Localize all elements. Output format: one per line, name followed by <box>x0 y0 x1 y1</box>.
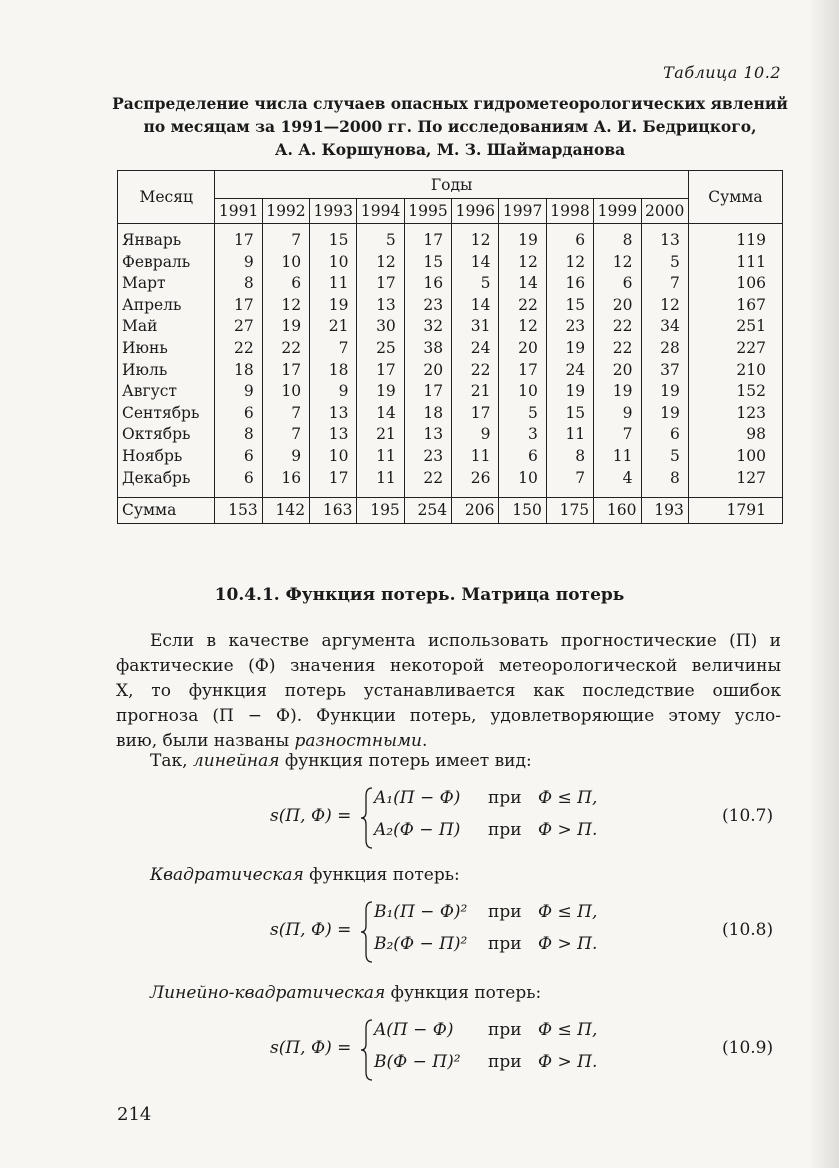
table-row <box>118 252 783 274</box>
value-cell: 9 <box>215 252 262 274</box>
formula-10-9 <box>270 1018 790 1082</box>
value-cell: 12 <box>499 316 546 338</box>
row-sum-cell: 227 <box>688 338 782 360</box>
total-label-cell: Сумма <box>118 498 215 524</box>
value-cell: 18 <box>215 360 262 382</box>
table-title <box>105 92 795 161</box>
table-title-line: Распределение числа случаев опасных гидрометеорологических явлений <box>112 94 788 113</box>
condition-word: при <box>488 934 522 954</box>
formula-lhs: s(П, Ф) = <box>270 920 352 940</box>
value-cell: 19 <box>594 381 641 403</box>
formula-lhs: s(П, Ф) = <box>270 1038 352 1058</box>
value-cell: 13 <box>310 403 357 425</box>
value-cell: 12 <box>499 252 546 274</box>
value-cell: 5 <box>357 224 404 252</box>
month-cell: Ноябрь <box>118 446 215 468</box>
value-cell: 24 <box>546 360 593 382</box>
total-value-cell: 195 <box>357 498 404 524</box>
value-cell: 32 <box>404 316 451 338</box>
value-cell: 6 <box>594 273 641 295</box>
value-cell: 12 <box>452 224 499 252</box>
formula-condition: Ф > П. <box>538 1052 598 1072</box>
value-cell: 22 <box>404 468 451 490</box>
condition-word: при <box>488 902 522 922</box>
value-cell: 15 <box>546 403 593 425</box>
condition-word: при <box>488 820 522 840</box>
table-row <box>118 468 783 490</box>
value-cell: 37 <box>641 360 688 382</box>
table-row <box>118 446 783 468</box>
row-sum-cell: 251 <box>688 316 782 338</box>
year-header: 1991 <box>215 199 262 224</box>
value-cell: 22 <box>262 338 309 360</box>
paragraph-line: фактические (Ф) значения некоторой метеорологической величины <box>116 656 781 676</box>
row-sum-cell: 100 <box>688 446 782 468</box>
value-cell: 17 <box>499 360 546 382</box>
left-brace <box>360 900 374 964</box>
value-cell: 19 <box>310 295 357 317</box>
value-cell: 5 <box>499 403 546 425</box>
year-header: 1995 <box>404 199 451 224</box>
value-cell: 38 <box>404 338 451 360</box>
value-cell: 15 <box>310 224 357 252</box>
paragraph-line: Если в качестве аргумента использовать прогностические (П) и <box>150 631 781 651</box>
value-cell: 19 <box>546 381 593 403</box>
row-sum-cell: 123 <box>688 403 782 425</box>
value-cell: 5 <box>452 273 499 295</box>
row-sum-cell: 119 <box>688 224 782 252</box>
month-cell: Июль <box>118 360 215 382</box>
value-cell: 16 <box>262 468 309 490</box>
total-value-cell: 206 <box>452 498 499 524</box>
value-cell: 17 <box>357 273 404 295</box>
table-row <box>118 224 783 252</box>
row-sum-cell: 111 <box>688 252 782 274</box>
value-cell: 7 <box>594 424 641 446</box>
value-cell: 22 <box>594 316 641 338</box>
condition-word: при <box>488 1020 522 1040</box>
value-cell: 34 <box>641 316 688 338</box>
value-cell: 18 <box>404 403 451 425</box>
value-cell: 13 <box>641 224 688 252</box>
value-cell: 23 <box>546 316 593 338</box>
value-cell: 18 <box>310 360 357 382</box>
value-cell: 17 <box>404 224 451 252</box>
formula-condition: Ф ≤ П, <box>538 1020 598 1040</box>
paragraph-line: вию, были названы разностными. <box>116 731 428 751</box>
value-cell: 3 <box>499 424 546 446</box>
value-cell: 7 <box>262 403 309 425</box>
value-cell: 24 <box>452 338 499 360</box>
value-cell: 8 <box>641 468 688 490</box>
table-row <box>118 273 783 295</box>
value-cell: 11 <box>310 273 357 295</box>
formula-condition: Ф ≤ П, <box>538 788 598 808</box>
value-cell: 10 <box>499 381 546 403</box>
formula-lhs: s(П, Ф) = <box>270 806 352 826</box>
row-sum-cell: 98 <box>688 424 782 446</box>
value-cell: 10 <box>262 252 309 274</box>
formula-10-7 <box>270 786 790 850</box>
value-cell: 19 <box>641 403 688 425</box>
value-cell: 17 <box>404 381 451 403</box>
value-cell: 8 <box>215 273 262 295</box>
value-cell: 12 <box>357 252 404 274</box>
formula-10-8 <box>270 900 790 964</box>
page-edge-shadow <box>809 0 839 1168</box>
value-cell: 5 <box>641 446 688 468</box>
value-cell: 20 <box>404 360 451 382</box>
value-cell: 17 <box>357 360 404 382</box>
value-cell: 27 <box>215 316 262 338</box>
value-cell: 17 <box>262 360 309 382</box>
years-header: Годы <box>215 171 688 199</box>
total-value-cell: 160 <box>594 498 641 524</box>
month-cell: Март <box>118 273 215 295</box>
value-cell: 12 <box>594 252 641 274</box>
value-cell: 7 <box>546 468 593 490</box>
value-cell: 4 <box>594 468 641 490</box>
value-cell: 7 <box>641 273 688 295</box>
value-cell: 8 <box>594 224 641 252</box>
condition-word: при <box>488 1052 522 1072</box>
value-cell: 12 <box>262 295 309 317</box>
value-cell: 19 <box>262 316 309 338</box>
table-row <box>118 360 783 382</box>
value-cell: 19 <box>546 338 593 360</box>
value-cell: 10 <box>310 446 357 468</box>
month-cell: Октябрь <box>118 424 215 446</box>
table-row <box>118 403 783 425</box>
page-number: 214 <box>117 1104 152 1125</box>
equation-number: (10.7) <box>722 806 774 826</box>
formula-condition: Ф > П. <box>538 934 598 954</box>
row-sum-cell: 127 <box>688 468 782 490</box>
table-row <box>118 381 783 403</box>
value-cell: 22 <box>215 338 262 360</box>
value-cell: 23 <box>404 295 451 317</box>
year-header: 1994 <box>357 199 404 224</box>
value-cell: 9 <box>262 446 309 468</box>
table-spacer-row <box>118 489 783 498</box>
left-brace <box>360 786 374 850</box>
month-cell: Август <box>118 381 215 403</box>
value-cell: 12 <box>641 295 688 317</box>
formula-case: A₁(П − Ф) <box>374 788 461 808</box>
value-cell: 8 <box>215 424 262 446</box>
value-cell: 11 <box>357 446 404 468</box>
value-cell: 6 <box>215 446 262 468</box>
value-cell: 22 <box>594 338 641 360</box>
month-cell: Февраль <box>118 252 215 274</box>
value-cell: 11 <box>357 468 404 490</box>
linear-caption: Так, линейная функция потерь имеет вид: <box>150 751 532 771</box>
formula-case: B₁(П − Ф)² <box>374 902 468 922</box>
value-cell: 13 <box>404 424 451 446</box>
value-cell: 7 <box>262 424 309 446</box>
value-cell: 10 <box>310 252 357 274</box>
value-cell: 16 <box>546 273 593 295</box>
formula-case: B(Ф − П)² <box>374 1052 461 1072</box>
value-cell: 22 <box>499 295 546 317</box>
total-row <box>118 498 783 524</box>
table-title-line: по месяцам за 1991—2000 гг. По исследованиям А. И. Бедрицкого, <box>143 117 757 136</box>
year-header: 1998 <box>546 199 593 224</box>
value-cell: 20 <box>594 295 641 317</box>
formula-case: B₂(Ф − П)² <box>374 934 468 954</box>
value-cell: 7 <box>262 224 309 252</box>
value-cell: 14 <box>499 273 546 295</box>
value-cell: 19 <box>641 381 688 403</box>
value-cell: 11 <box>594 446 641 468</box>
value-cell: 20 <box>594 360 641 382</box>
value-cell: 13 <box>310 424 357 446</box>
total-value-cell: 163 <box>310 498 357 524</box>
value-cell: 28 <box>641 338 688 360</box>
value-cell: 22 <box>452 360 499 382</box>
total-value-cell: 193 <box>641 498 688 524</box>
sum-header: Сумма <box>688 171 782 224</box>
row-sum-cell: 167 <box>688 295 782 317</box>
value-cell: 7 <box>310 338 357 360</box>
year-header: 1996 <box>452 199 499 224</box>
grand-total-cell: 1791 <box>688 498 782 524</box>
quadratic-caption: Квадратическая функция потерь: <box>150 865 460 885</box>
value-cell: 21 <box>452 381 499 403</box>
value-cell: 17 <box>215 224 262 252</box>
value-cell: 9 <box>310 381 357 403</box>
value-cell: 14 <box>357 403 404 425</box>
equation-number: (10.9) <box>722 1038 774 1058</box>
total-value-cell: 142 <box>262 498 309 524</box>
total-value-cell: 254 <box>404 498 451 524</box>
value-cell: 13 <box>357 295 404 317</box>
value-cell: 10 <box>262 381 309 403</box>
value-cell: 11 <box>452 446 499 468</box>
equation-number: (10.8) <box>722 920 774 940</box>
formula-case: A₂(Ф − П) <box>374 820 461 840</box>
row-sum-cell: 106 <box>688 273 782 295</box>
year-header: 1993 <box>310 199 357 224</box>
paragraph-line: прогноза (П − Ф). Функции потерь, удовлетворяющие этому усло- <box>116 706 781 726</box>
value-cell: 30 <box>357 316 404 338</box>
value-cell: 6 <box>499 446 546 468</box>
condition-word: при <box>488 788 522 808</box>
left-brace <box>360 1018 374 1082</box>
month-cell: Январь <box>118 224 215 252</box>
value-cell: 8 <box>546 446 593 468</box>
value-cell: 15 <box>404 252 451 274</box>
value-cell: 21 <box>357 424 404 446</box>
linquad-caption: Линейно-квадратическая функция потерь: <box>150 983 542 1003</box>
year-header: 1999 <box>594 199 641 224</box>
month-cell: Декабрь <box>118 468 215 490</box>
year-header: 1992 <box>262 199 309 224</box>
value-cell: 17 <box>310 468 357 490</box>
hazard-table <box>117 170 783 524</box>
value-cell: 31 <box>452 316 499 338</box>
total-value-cell: 175 <box>546 498 593 524</box>
total-value-cell: 153 <box>215 498 262 524</box>
value-cell: 23 <box>404 446 451 468</box>
value-cell: 6 <box>641 424 688 446</box>
value-cell: 26 <box>452 468 499 490</box>
value-cell: 20 <box>499 338 546 360</box>
month-cell: Апрель <box>118 295 215 317</box>
table-row <box>118 295 783 317</box>
value-cell: 14 <box>452 295 499 317</box>
value-cell: 10 <box>499 468 546 490</box>
value-cell: 16 <box>404 273 451 295</box>
value-cell: 9 <box>452 424 499 446</box>
value-cell: 12 <box>546 252 593 274</box>
table-row <box>118 316 783 338</box>
row-sum-cell: 152 <box>688 381 782 403</box>
value-cell: 9 <box>215 381 262 403</box>
value-cell: 19 <box>357 381 404 403</box>
month-cell: Сентябрь <box>118 403 215 425</box>
value-cell: 6 <box>546 224 593 252</box>
table-title-line: А. А. Коршунова, М. З. Шаймарданова <box>274 140 626 159</box>
value-cell: 21 <box>310 316 357 338</box>
month-cell: Май <box>118 316 215 338</box>
value-cell: 17 <box>452 403 499 425</box>
value-cell: 11 <box>546 424 593 446</box>
month-header: Месяц <box>118 171 215 224</box>
paragraph-line: X, то функция потерь устанавливается как последствие ошибок <box>116 681 781 701</box>
value-cell: 25 <box>357 338 404 360</box>
table-label: Таблица 10.2 <box>663 63 781 82</box>
table-row <box>118 424 783 446</box>
value-cell: 6 <box>215 403 262 425</box>
value-cell: 9 <box>594 403 641 425</box>
value-cell: 6 <box>262 273 309 295</box>
year-header: 1997 <box>499 199 546 224</box>
table-row <box>118 338 783 360</box>
formula-case: A(П − Ф) <box>374 1020 454 1040</box>
row-sum-cell: 210 <box>688 360 782 382</box>
month-cell: Июнь <box>118 338 215 360</box>
value-cell: 6 <box>215 468 262 490</box>
value-cell: 14 <box>452 252 499 274</box>
formula-condition: Ф ≤ П, <box>538 902 598 922</box>
value-cell: 5 <box>641 252 688 274</box>
year-header: 2000 <box>641 199 688 224</box>
paragraph-1 <box>116 629 781 754</box>
total-value-cell: 150 <box>499 498 546 524</box>
section-heading: 10.4.1. Функция потерь. Матрица потерь <box>214 585 625 605</box>
formula-condition: Ф > П. <box>538 820 598 840</box>
value-cell: 19 <box>499 224 546 252</box>
value-cell: 15 <box>546 295 593 317</box>
value-cell: 17 <box>215 295 262 317</box>
